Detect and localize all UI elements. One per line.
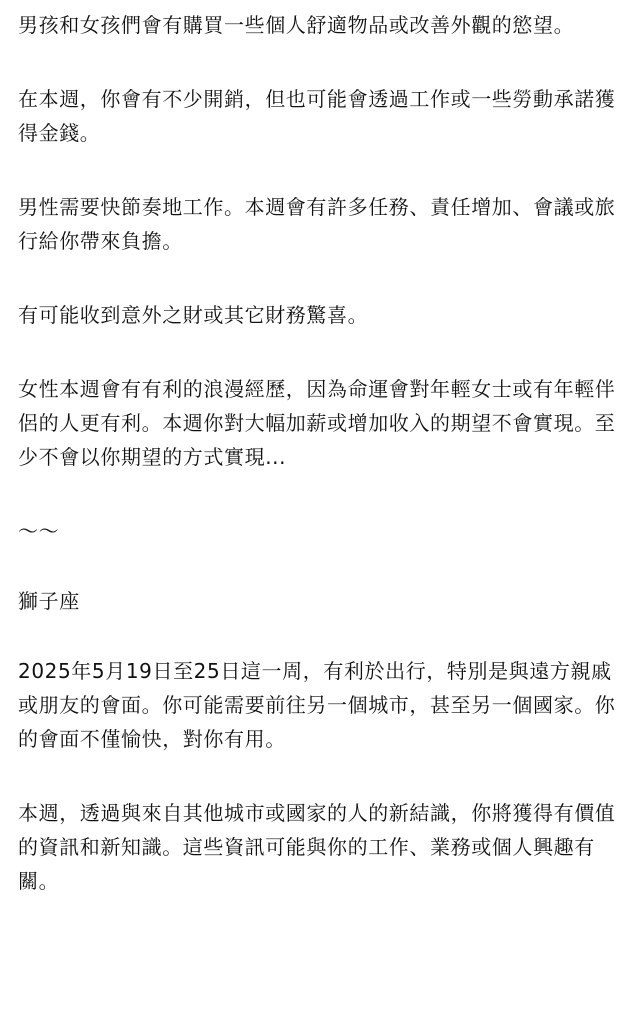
paragraph-spacer xyxy=(18,150,619,190)
paragraph-spacer xyxy=(18,42,619,82)
paragraph-2: 在本週，你會有不少開銷，但也可能會透過工作或一些勞動承諾獲得金錢。 xyxy=(18,87,616,145)
paragraph-4: 有可能收到意外之財或其它財務驚喜。 xyxy=(18,303,369,327)
section-heading-leo: 獅子座 xyxy=(18,589,80,613)
paragraph-spacer xyxy=(18,332,619,372)
paragraph-spacer xyxy=(18,548,619,584)
paragraph-spacer xyxy=(18,474,619,514)
paragraph-1: 男孩和女孩們會有購買一些個人舒適物品或改善外觀的慾望。 xyxy=(18,13,575,37)
paragraph-spacer xyxy=(18,756,619,796)
paragraph-3: 男性需要快節奏地工作。本週會有許多任務、責任增加、會議或旅行給你帶來負擔。 xyxy=(18,195,616,253)
section-divider-tilde: ～～ xyxy=(18,519,60,543)
paragraph-spacer xyxy=(18,618,619,654)
paragraph-5: 女性本週會有有利的浪漫經歷，因為命運會對年輕女士或有年輕伴侶的人更有利。本週你對大幅加薪或增加收入的期望不會實現。至少不會以你期望的方式實現... xyxy=(18,377,616,469)
paragraph-7: 本週，透過與來自其他城市或國家的人的新結識，你將獲得有價值的資訊和新知識。這些資訊可能與你的工作、業務或個人興趣有關。 xyxy=(18,801,616,893)
paragraph-spacer xyxy=(18,258,619,298)
paragraph-6: 2025年5月19日至25日這一周，有利於出行，特別是與遠方親戚或朋友的會面。你可能需要前往另一個城市，甚至另一個國家。你的會面不僅愉快，對你有用。 xyxy=(18,659,616,751)
